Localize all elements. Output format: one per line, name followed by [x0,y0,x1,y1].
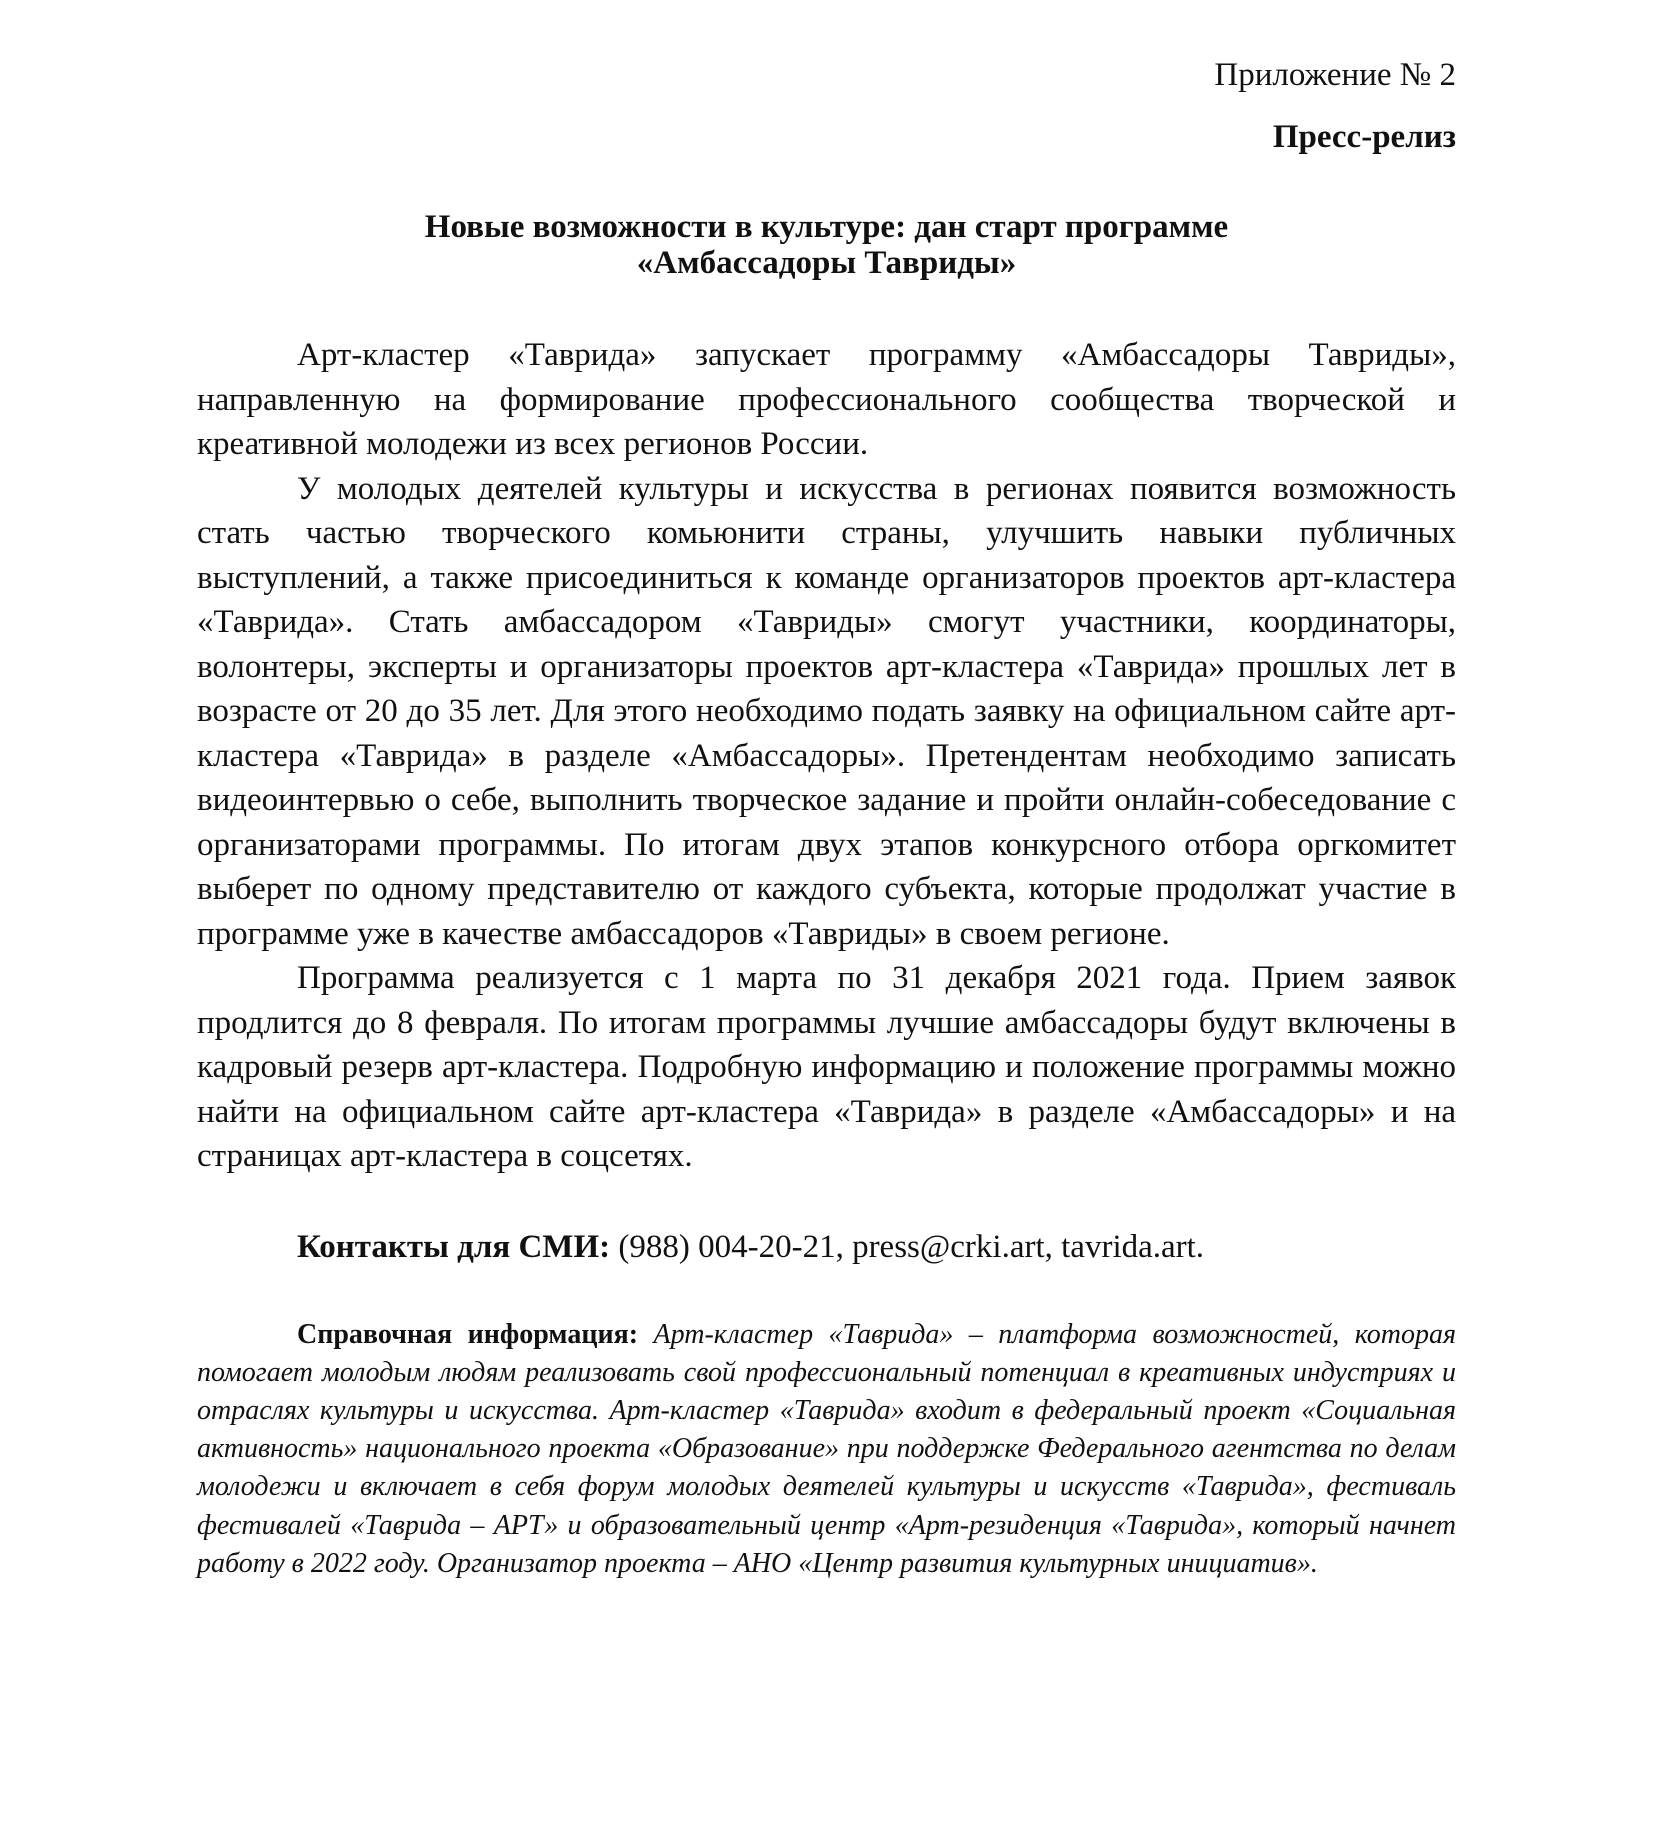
title-line-2: «Амбассадоры Тавриды» [636,245,1017,281]
reference-label: Справочная информация: [297,1318,639,1350]
paragraph-schedule: Программа реализуется с 1 марта по 31 декабря 2021 года. Прием заявок продлится до 8 февраля. По итогам программы лучшие амбассадоры будут включены в кадровый резерв арт-кластера. Подробную информацию и положение программы можно найти на официальном сайте арт-кластера «Таврида» в разделе «Амбассадоры» и на страницах арт-кластера в соцсетях. [197,960,1456,1174]
contacts-label: Контакты для СМИ: [297,1228,611,1265]
document-page [197,55,1456,1583]
contacts-value: (988) 004-20-21, press@crki.art, tavrida.art. [610,1228,1205,1265]
reference-text: Арт-кластер «Таврида» – платформа возможностей, которая помогает молодым людям реализовать свой профессиональный потенциал в креативных индустриях и отраслях культуры и искусства. Арт-кластер «Таврида» входит в федеральный проект «Социальная активность» национального проекта «Образование» при поддержке Федерального агентства по делам молодежи и включает в себя форум молодых деятелей культуры и искусств «Таврида», фестиваль фестивалей «Таврида – АРТ» и образовательный центр «Арт-резиденция «Таврида», который начнет работу в 2022 году. Организатор проекта – АНО «Центр развития культурных инициатив». [197,1318,1457,1579]
title-line-1: Новые возможности в культуре: дан старт программе [424,209,1229,245]
appendix-number: Приложение № 2 [1214,57,1456,93]
body-text [197,333,1456,1179]
document-type: Пресс-релиз [1272,119,1456,155]
press-release-title [197,209,1456,281]
paragraph-details: У молодых деятелей культуры и искусства в регионах появится возможность стать частью творческого комьюнити страны, улучшить навыки публичных выступлений, а также присоединиться к команде организаторов проектов арт-кластера «Таврида». Стать амбассадором «Тавриды» смогут участники, координаторы, волонтеры, эксперты и организаторы проектов арт-кластера «Таврида» прошлых лет в возрасте от 20 до 35 лет. Для этого необходимо подать заявку на официальном сайте арт-кластера «Таврида» в разделе «Амбассадоры». Претендентам необходимо записать видеоинтервью о себе, выполнить творческое задание и пройти онлайн-собеседование с организаторами программы. По итогам двух этапов конкурсного отбора оргкомитет выберет по одному представителю от каждого субъекта, которые продолжат участие в программе уже в качестве амбассадоров «Тавриды» в своем регионе. [197,470,1456,952]
paragraph-intro: Арт-кластер «Таврида» запускает программу «Амбассадоры Тавриды», направленную на формирование профессионального сообщества творческой и креативной молодежи из всех регионов России. [197,337,1456,462]
media-contacts [197,1225,1456,1269]
reference-info [197,1316,1456,1583]
